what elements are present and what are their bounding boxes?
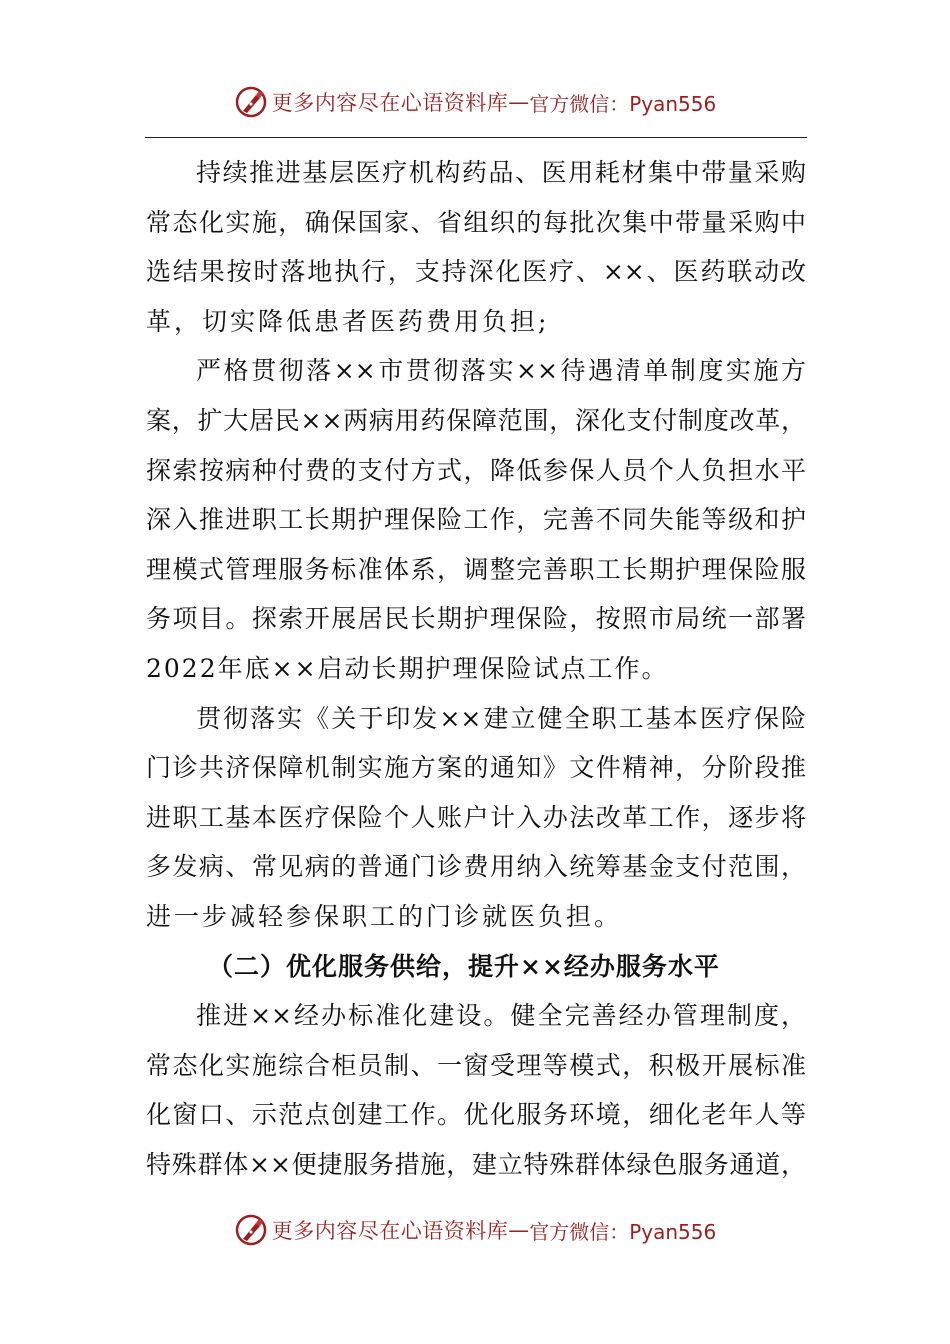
text-line: 常态化实施，确保国家、省组织的每批次集中带量采购中: [146, 207, 806, 237]
watermark-contact: 官方微信：Pyan556: [529, 1219, 717, 1244]
watermark-brand: 更多内容尽在心语资料库: [271, 91, 509, 115]
text-line: 探索按病种付费的支付方式，降低参保人员个人负担水平: [146, 455, 806, 485]
text-line: 门诊共济保障机制实施方案的通知》文件精神，分阶段推: [146, 753, 806, 783]
document-body: [146, 148, 806, 1189]
text-line: 案，扩大居民××两病用药保障范围，深化支付制度改革，: [146, 405, 806, 435]
text-line: 革，切实降低患者医药费用负担;: [146, 306, 550, 336]
pen-nib-circle-icon: [234, 1213, 268, 1247]
text-line: 多发病、常见病的普通门诊费用纳入统筹基金支付范围，: [146, 852, 806, 882]
text-line: 理模式管理服务标准体系，调整完善职工长期护理保险服: [146, 554, 806, 584]
watermark-brand: 更多内容尽在心语资料库: [271, 1219, 509, 1243]
text-line: 常态化实施综合柜员制、一窗受理等模式，积极开展标准: [146, 1050, 806, 1080]
header-divider: [145, 137, 807, 138]
watermark-contact: 官方微信：Pyan556: [529, 91, 717, 116]
text-line: 贯彻落实《关于印发××建立健全职工基本医疗保险: [196, 703, 806, 733]
text-line: 化窗口、示范点创建工作。优化服务环境，细化老年人等: [146, 1100, 806, 1130]
text-line: 务项目。探索开展居民长期护理保险，按照市局统一部署: [146, 604, 806, 634]
text-line: 选结果按时落地执行，支持深化医疗、××、医药联动改: [146, 257, 806, 287]
section-heading: （二）优化服务供给，提升××经办服务水平: [208, 951, 720, 981]
watermark-dash: —: [508, 1218, 530, 1242]
text-line: 推进××经办标准化建设。健全完善经办管理制度，: [196, 1001, 806, 1031]
text-line: 进一步减轻参保职工的门诊就医负担。: [146, 901, 623, 931]
text-line: 严格贯彻落××市贯彻落实××待遇清单制度实施方: [196, 356, 806, 386]
footer-watermark: [0, 1210, 950, 1250]
text-line: 深入推进职工长期护理保险工作，完善不同失能等级和护: [146, 505, 806, 535]
text-line: 持续推进基层医疗机构药品、医用耗材集中带量采购: [196, 158, 806, 187]
text-line: 特殊群体××便捷服务措施，建立特殊群体绿色服务通道，: [146, 1149, 806, 1179]
text-line: 进职工基本医疗保险个人账户计入办法改革工作，逐步将: [146, 802, 806, 832]
text-line: 2022年底××启动长期护理保险试点工作。: [146, 653, 669, 683]
pen-nib-circle-icon: [234, 85, 268, 119]
header-watermark: [0, 82, 950, 122]
watermark-dash: —: [508, 90, 530, 114]
